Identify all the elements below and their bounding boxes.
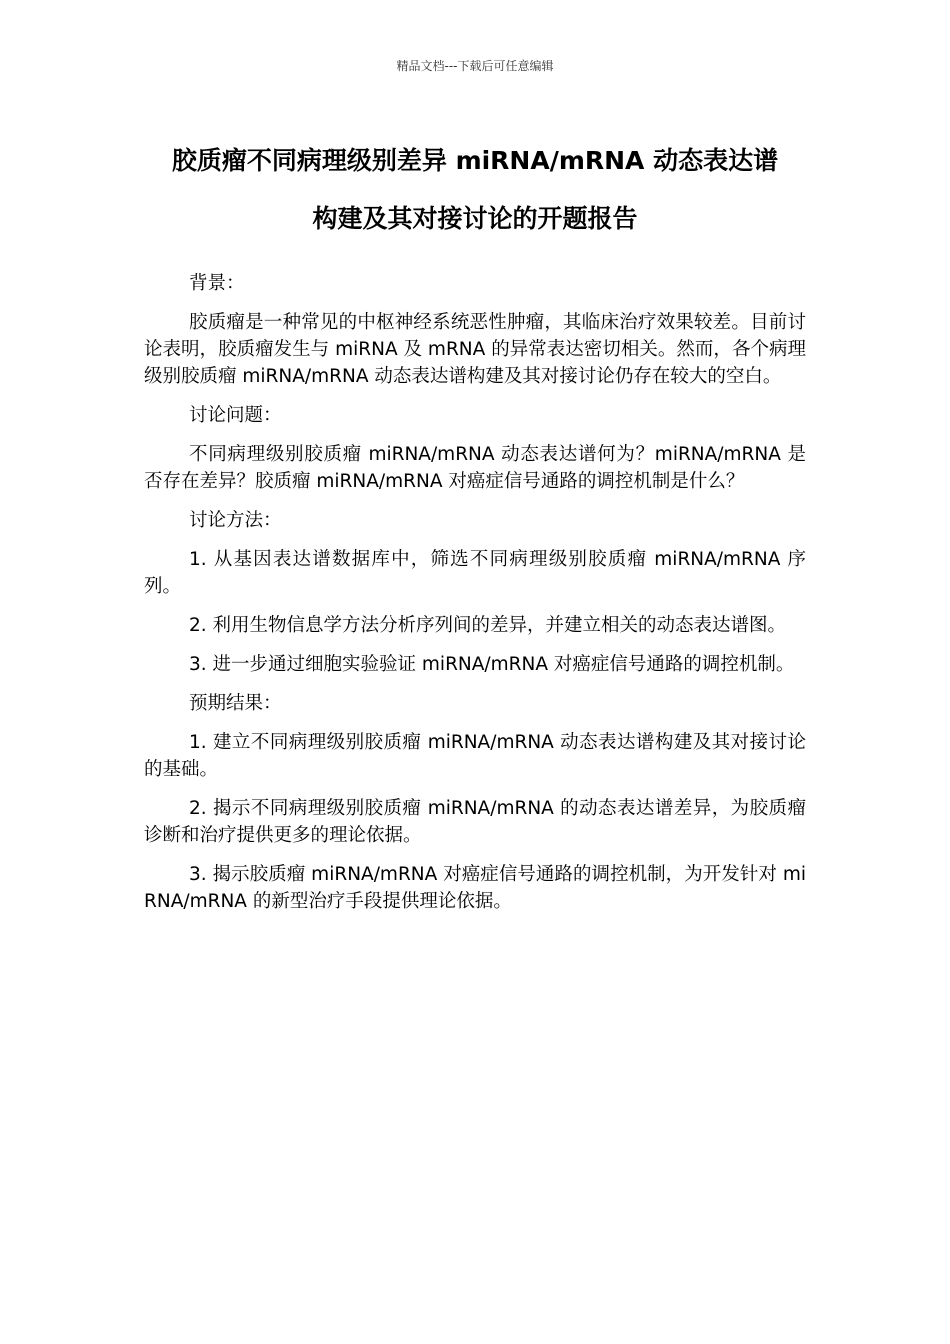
method-item-2: 2. 利用生物信息学方法分析序列间的差异，并建立相关的动态表达谱图。 bbox=[189, 615, 787, 636]
title-line-1: 胶质瘤不同病理级别差异 miRNA/mRNA 动态表达谱 bbox=[171, 146, 779, 175]
method-item-1: 1. 从基因表达谱数据库中，筛选不同病理级别胶质瘤 miRNA/mRNA 序列。 bbox=[144, 549, 806, 597]
header-note: 精品文档---下载后可任意编辑 bbox=[396, 59, 554, 73]
method-heading: 讨论方法： bbox=[189, 510, 282, 531]
result-item-1: 1. 建立不同病理级别胶质瘤 miRNA/mRNA 动态表达谱构建及其对接讨论的基础。 bbox=[144, 732, 806, 780]
result-item-3: 3. 揭示胶质瘤 miRNA/mRNA 对癌症信号通路的调控机制，为开发针对 miRNA/mRNA 的新型治疗手段提供理论依据。 bbox=[144, 864, 806, 912]
document-body bbox=[144, 270, 806, 927]
background-heading: 背景： bbox=[189, 273, 245, 294]
title-line-2: 构建及其对接讨论的开题报告 bbox=[312, 204, 638, 233]
question-heading: 讨论问题： bbox=[189, 405, 282, 426]
result-item-2: 2. 揭示不同病理级别胶质瘤 miRNA/mRNA 的动态表达谱差异，为胶质瘤诊断和治疗提供更多的理论依据。 bbox=[144, 798, 806, 846]
result-heading: 预期结果： bbox=[189, 693, 282, 714]
method-item-3: 3. 进一步通过细胞实验验证 miRNA/mRNA 对癌症信号通路的调控机制。 bbox=[189, 654, 795, 675]
question-paragraph: 不同病理级别胶质瘤 miRNA/mRNA 动态表达谱何为？miRNA/mRNA 是否存在差异？胶质瘤 miRNA/mRNA 对癌症信号通路的调控机制是什么？ bbox=[144, 444, 806, 492]
document-title bbox=[120, 132, 830, 248]
background-paragraph: 胶质瘤是一种常见的中枢神经系统恶性肿瘤，其临床治疗效果较差。目前讨论表明，胶质瘤发生与 miRNA 及 mRNA 的异常表达密切相关。然而，各个病理级别胶质瘤 miRNA/mRNA 动态表达谱构建及其对接讨论仍存在较大的空白。 bbox=[144, 312, 806, 387]
